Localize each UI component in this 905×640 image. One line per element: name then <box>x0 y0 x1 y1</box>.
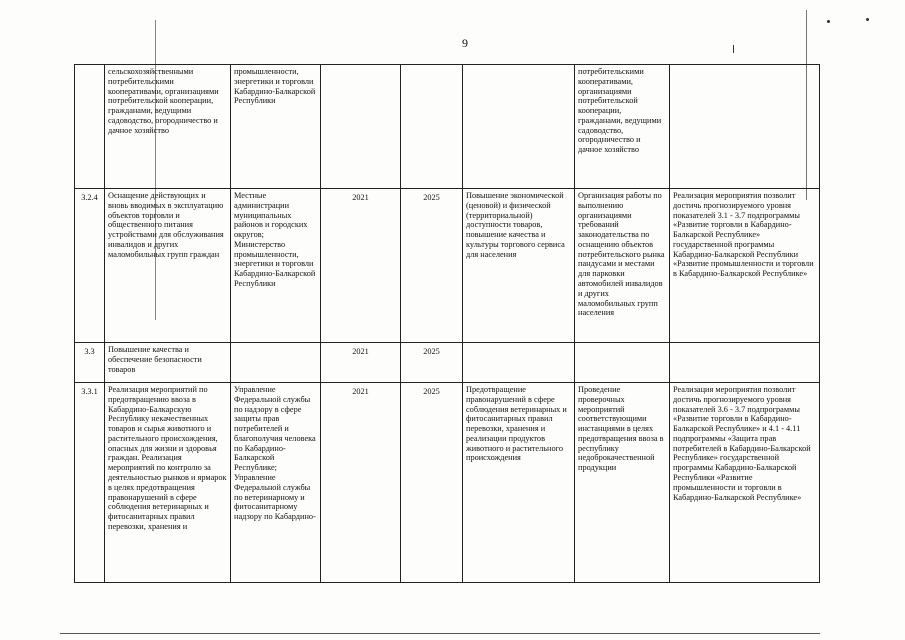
problems: Организация работы по выполнению организациями требований законодательства по оснащению объектов потребительского рынка пандусами и местами для парковки автомобилей инвалидов и других маломобильных групп населения <box>575 189 670 343</box>
indicator-link <box>670 343 820 383</box>
indicator-link: Реализация мероприятия позволит достичь прогнозируемого уровня показателей 3.6 - 3.7 подпрограммы «Развитие торговли в Кабардино-Балкарской Республике» и 4.1 - 4.11 подпрограммы «Защита прав потребителей в Кабардино-Балкарской Республике» государственной программы Кабардино-Балкарской Республики «Развитие промышленности и торговли в Кабардино-Балкарской Республике» <box>670 383 820 583</box>
scan-mark <box>866 18 869 21</box>
expected-result <box>463 343 575 383</box>
start-year: 2021 <box>321 383 401 583</box>
scan-edge-line <box>60 633 820 634</box>
table-row <box>75 189 820 343</box>
executor: Управление Федеральной службы по надзору в сфере защиты прав потребителей и благополучия человека по Кабардино-Балкарской Республике; Управление Федеральной службы по ветеринарному и фитосанитарному надзору по Кабардино- <box>231 383 321 583</box>
executor: Местные администрации муниципальных районов и городских округов; Министерство промышленности, энергетики и торговли Кабардино-Балкарской Республики <box>231 189 321 343</box>
expected-result: Повышение экономической (ценовой) и физической (территориальной) доступности товаров, повышение качества и культуры торгового сервиса для населения <box>463 189 575 343</box>
start-year <box>321 65 401 189</box>
table-row <box>75 383 820 583</box>
scan-mark <box>827 20 830 23</box>
executor <box>231 343 321 383</box>
expected-result: Предотвращение правонарушений в сфере соблюдения ветеринарных и фитосанитарных правил перевозки, хранения и реализации продуктов животного и растительного происхождения <box>463 383 575 583</box>
measure-name: Реализация мероприятий по предотвращению ввоза в Кабардино-Балкарскую Республику некачественных товаров и сырья животного и растительного происхождения, опасных для жизни и здоровья граждан. Реализация мероприятий по контролю за деятельностью рынков и ярмарок в целях предотвращения правонарушений в сфере соблюдения ветеринарных и фитосанитарных правил перевозки, хранения и <box>105 383 231 583</box>
indicator-link <box>670 65 820 189</box>
indicator-link: Реализация мероприятия позволит достичь прогнозируемого уровня показателей 3.1 - 3.7 подпрограммы «Развитие торговли в Кабардино-Балкарской Республике» государственной программы Кабардино-Балкарской Республики «Развитие промышленности и торговли в Кабардино-Балкарской Республике» <box>670 189 820 343</box>
measure-name: сельскохозяйственными потребительскими кооперативами, организациями потребительской кооперации, гражданами, ведущими садоводство, огородничество и дачное хозяйство <box>105 65 231 189</box>
table-row <box>75 65 820 189</box>
measures-table <box>74 64 820 583</box>
expected-result <box>463 65 575 189</box>
end-year <box>401 65 463 189</box>
end-year: 2025 <box>401 343 463 383</box>
row-number <box>75 65 105 189</box>
start-year: 2021 <box>321 189 401 343</box>
row-number: 3.3 <box>75 343 105 383</box>
problems: Проведение проверочных мероприятий соответствующими инстанциями в целях предотвращения ввоза в республику недоброкачественной продукции <box>575 383 670 583</box>
row-number: 3.3.1 <box>75 383 105 583</box>
measure-name: Повышение качества и обеспечение безопасности товаров <box>105 343 231 383</box>
executor: промышленности, энергетики и торговли Кабардино-Балкарской Республики <box>231 65 321 189</box>
measure-name: Оснащение действующих и вновь вводимых в эксплуатацию объектов торговли и общественного питания устройствами для обслуживания инвалидов и других маломобильных групп граждан <box>105 189 231 343</box>
scan-mark <box>733 45 734 53</box>
table-row <box>75 343 820 383</box>
problems <box>575 343 670 383</box>
row-number: 3.2.4 <box>75 189 105 343</box>
end-year: 2025 <box>401 189 463 343</box>
end-year: 2025 <box>401 383 463 583</box>
start-year: 2021 <box>321 343 401 383</box>
problems: потребительскими кооперативами, организациями потребительской кооперации, гражданами, ведущими садоводство, огородничество и дачное хозяйство <box>575 65 670 189</box>
page-number: 9 <box>462 36 468 50</box>
